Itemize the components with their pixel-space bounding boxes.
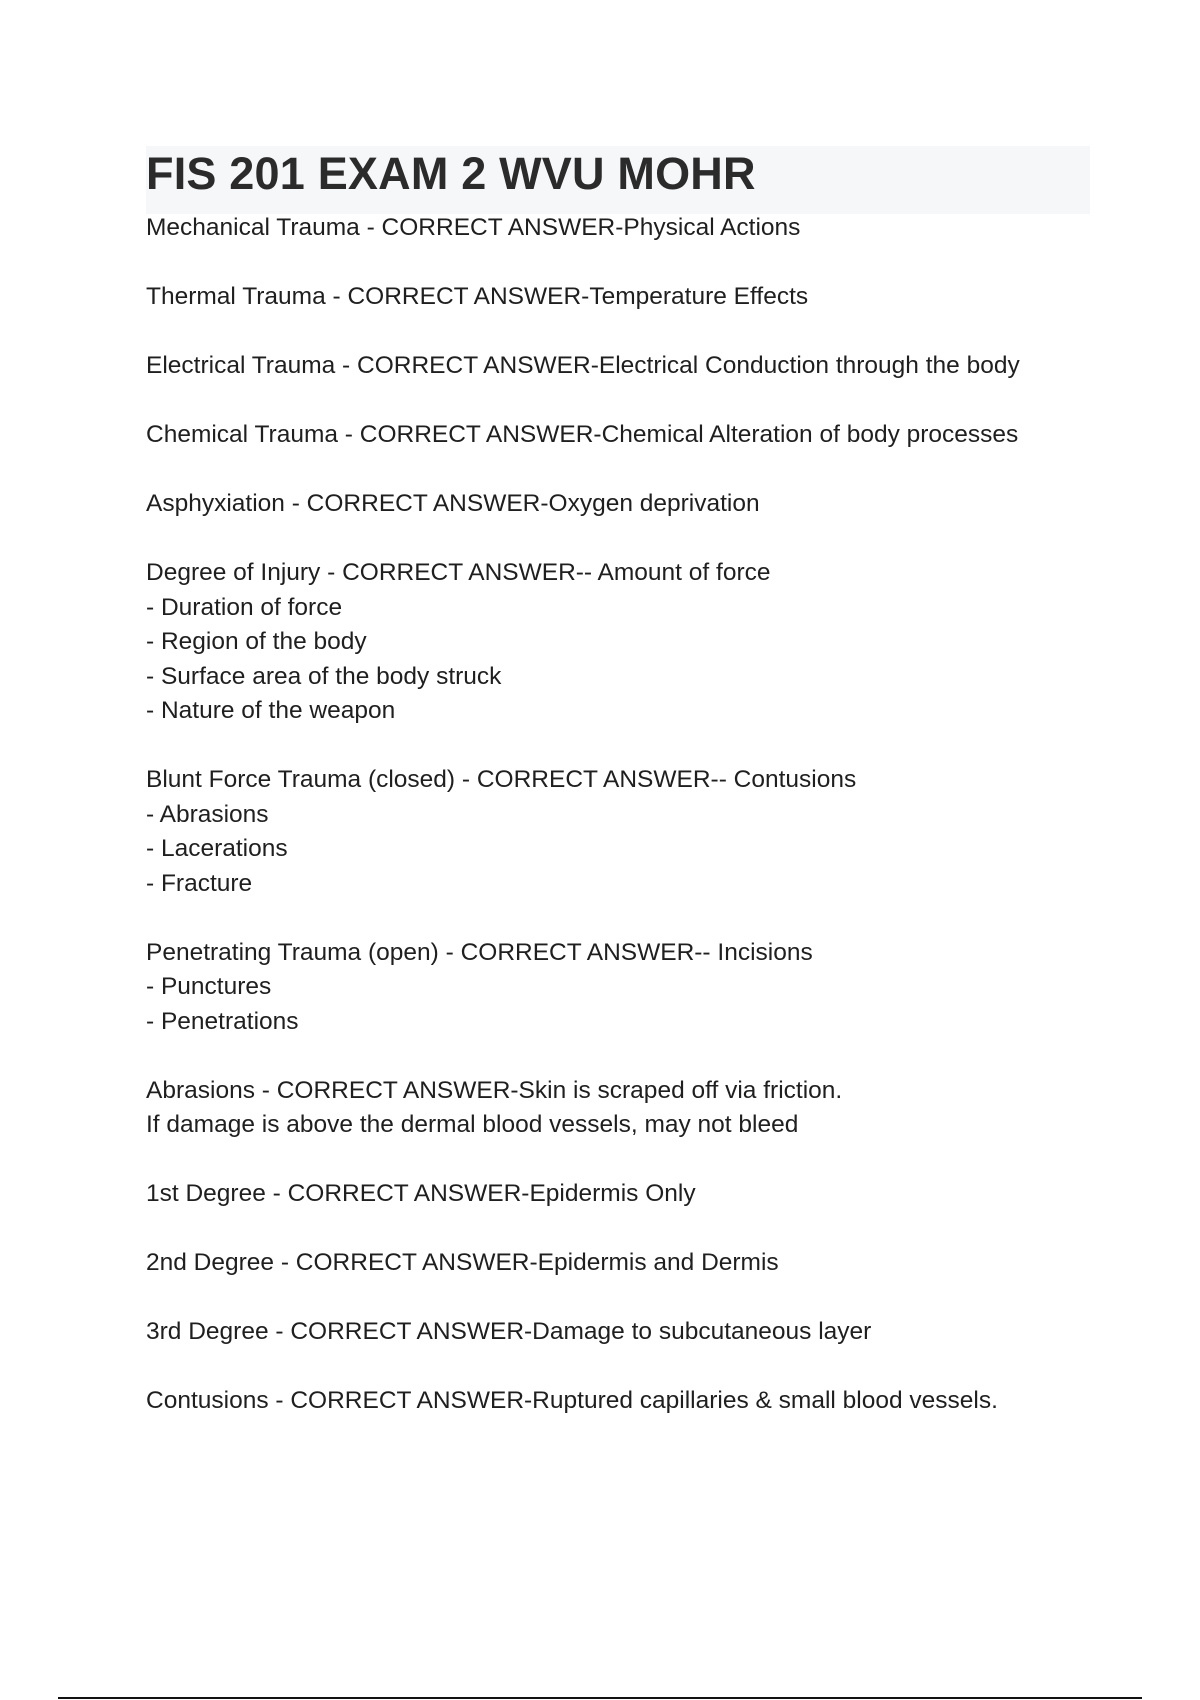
qa-line: 3rd Degree - CORRECT ANSWER-Damage to subcutaneous layer (146, 1318, 872, 1345)
qa-entry (146, 280, 1106, 315)
qa-line: - Duration of force (146, 593, 343, 621)
qa-line: Contusions - CORRECT ANSWER-Ruptured capillaries & small blood vessels. (146, 1387, 998, 1414)
qa-entry (146, 1177, 1106, 1212)
qa-entry (146, 1384, 1106, 1419)
footer-divider (58, 1697, 1142, 1699)
qa-line: Asphyxiation - CORRECT ANSWER-Oxygen deprivation (146, 490, 760, 517)
qa-line: - Region of the body (146, 628, 367, 655)
qa-line: 1st Degree - CORRECT ANSWER-Epidermis Only (146, 1180, 696, 1207)
qa-entry (146, 487, 1106, 522)
qa-line: - Fracture (146, 869, 253, 897)
qa-line: Degree of Injury - CORRECT ANSWER-- Amount of force (146, 559, 771, 586)
qa-line: Penetrating Trauma (open) - CORRECT ANSWER-- Incisions (146, 938, 813, 966)
qa-line: Blunt Force Trauma (closed) - CORRECT ANSWER-- Contusions (146, 766, 857, 793)
page-title: FIS 201 EXAM 2 WVU MOHR (146, 148, 756, 199)
qa-line: - Punctures (146, 973, 272, 1000)
qa-entry (146, 211, 1106, 246)
qa-line: - Nature of the weapon (146, 697, 396, 724)
qa-entry (146, 1074, 1106, 1143)
qa-entry (146, 936, 1106, 1040)
qa-line: - Surface area of the body struck (146, 662, 502, 690)
qa-line: Chemical Trauma - CORRECT ANSWER-Chemical Alteration of body processes (146, 421, 1019, 448)
qa-line: Electrical Trauma - CORRECT ANSWER-Electrical Conduction through the body (146, 352, 1020, 379)
qa-entry (146, 556, 1106, 729)
qa-line: If damage is above the dermal blood vessels, may not bleed (146, 1111, 799, 1138)
qa-list (146, 211, 1106, 1453)
qa-entry (146, 1315, 1106, 1350)
qa-entry (146, 1246, 1106, 1281)
qa-line: - Abrasions (146, 800, 269, 828)
qa-line: - Penetrations (146, 1007, 299, 1035)
qa-line: Abrasions - CORRECT ANSWER-Skin is scraped off via friction. (146, 1076, 843, 1104)
qa-line: 2nd Degree - CORRECT ANSWER-Epidermis and Dermis (146, 1249, 779, 1276)
qa-entry (146, 763, 1106, 901)
qa-entry (146, 349, 1106, 384)
qa-line: - Lacerations (146, 835, 288, 862)
qa-line: Mechanical Trauma - CORRECT ANSWER-Physical Actions (146, 214, 801, 241)
qa-line: Thermal Trauma - CORRECT ANSWER-Temperature Effects (146, 283, 809, 310)
qa-entry (146, 418, 1106, 453)
